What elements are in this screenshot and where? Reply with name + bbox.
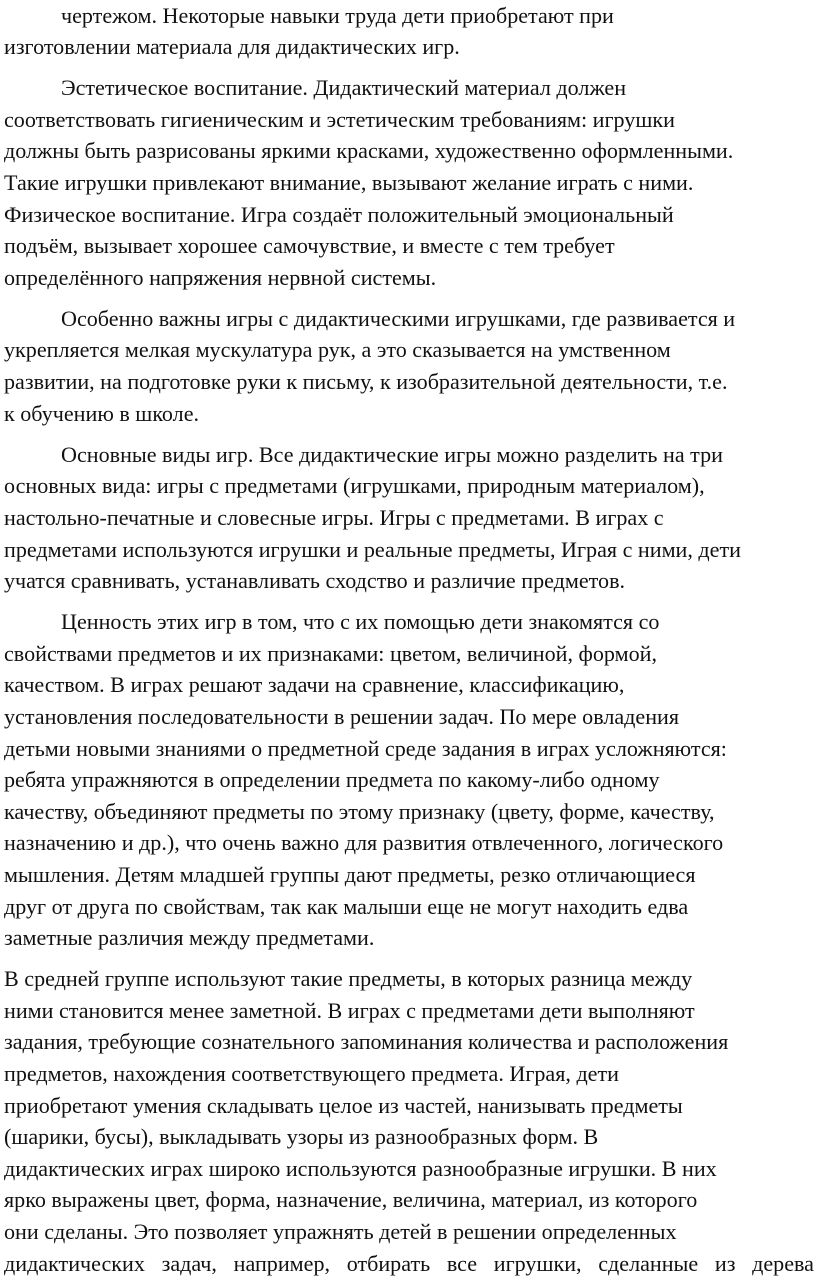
text-line: детьми новыми знаниями о предметной среде задания в играх усложняются:	[4, 735, 727, 761]
text-line: установления последовательности в решении задач. По мере овладения	[4, 703, 680, 729]
text-line: основных вида: игры с предметами (игрушками, природным материалом),	[4, 473, 705, 499]
text-line: друг от друга по свойствам, так как малыши еще не могут находить едва	[4, 893, 689, 919]
paragraph-3	[4, 303, 814, 429]
text-line: ярко выражены цвет, форма, назначение, величина, материал, из которого	[4, 1187, 698, 1213]
text-line: Эстетическое воспитание. Дидактический материал должен	[61, 75, 627, 101]
text-line: Ценность этих игр в том, что с их помощью дети знакомятся со	[61, 609, 660, 635]
text-line: дидактических играх широко используются разнообразные игрушки. В них	[4, 1155, 717, 1181]
document-page	[4, 0, 814, 1279]
text-line: дидактических задач, например, отбирать все игрушки, сделанные из дерева	[4, 1250, 814, 1276]
text-line: назначению и др.), что очень важно для развития отвлеченного, логического	[4, 830, 724, 856]
text-line: (шарики, бусы), выкладывать узоры из разнообразных форм. В	[4, 1124, 599, 1150]
text-line: свойствами предметов и их признаками: цветом, величиной, формой,	[4, 640, 657, 666]
text-line: чертежом. Некоторые навыки труда дети приобретают при	[61, 2, 614, 28]
text-line: настольно-печатные и словесные игры. Игры с предметами. В играх с	[4, 504, 664, 530]
paragraph-1	[4, 0, 814, 63]
text-line: укрепляется мелкая мускулатура рук, а это сказывается на умственном	[4, 337, 671, 363]
text-line: развитии, на подготовке руки к письму, к изобразительной деятельности, т.е.	[4, 369, 728, 395]
text-line: они сделаны. Это позволяет упражнять детей в решении определенных	[4, 1218, 677, 1244]
paragraph-5	[4, 606, 814, 954]
text-line: ребята упражняются в определении предмета по какому-либо одному	[4, 767, 660, 793]
text-line: Основные виды игр. Все дидактические игры можно разделить на три	[61, 441, 723, 467]
paragraph-2	[4, 72, 814, 293]
text-line: соответствовать гигиеническим и эстетическим требованиям: игрушки	[4, 106, 675, 132]
text-line: подъём, вызывает хорошее самочувствие, и вместе с тем требует	[4, 233, 615, 259]
text-line: приобретают умения складывать целое из частей, нанизывать предметы	[4, 1092, 683, 1118]
text-line: учатся сравнивать, устанавливать сходство и различие предметов.	[4, 568, 626, 594]
text-line: качеству, объединяют предметы по этому признаку (цвету, форме, качеству,	[4, 798, 715, 824]
text-line: ними становится менее заметной. В играх с предметами дети выполняют	[4, 997, 695, 1023]
text-line: В средней группе используют такие предметы, в которых разница между	[4, 966, 693, 992]
text-line: предметов, нахождения соответствующего предмета. Играя, дети	[4, 1061, 619, 1086]
text-line: должны быть разрисованы яркими красками, художественно оформленными.	[4, 138, 734, 164]
text-line: изготовлении материала для дидактических игр.	[4, 34, 460, 60]
paragraph-4	[4, 439, 814, 597]
paragraph-6	[4, 963, 814, 1279]
text-line: определённого напряжения нервной системы.	[4, 264, 437, 290]
text-line: предметами используются игрушки и реальные предметы, Играя с ними, дети	[4, 536, 741, 562]
text-line: Физическое воспитание. Игра создаёт положительный эмоциональный	[4, 201, 674, 227]
text-line: к обучению в школе.	[4, 400, 200, 426]
text-line: качеством. В играх решают задачи на сравнение, классификацию,	[4, 672, 625, 698]
text-line: Особенно важны игры с дидактическими игрушками, где развивается и	[61, 305, 736, 331]
text-line: заметные различия между предметами.	[4, 925, 375, 951]
text-line: задания, требующие сознательного запоминания количества и расположения	[4, 1029, 729, 1055]
text-line: мышления. Детям младшей группы дают предметы, резко отличающиеся	[4, 861, 696, 887]
text-line: Такие игрушки привлекают внимание, вызывают желание играть с ними.	[4, 169, 694, 195]
